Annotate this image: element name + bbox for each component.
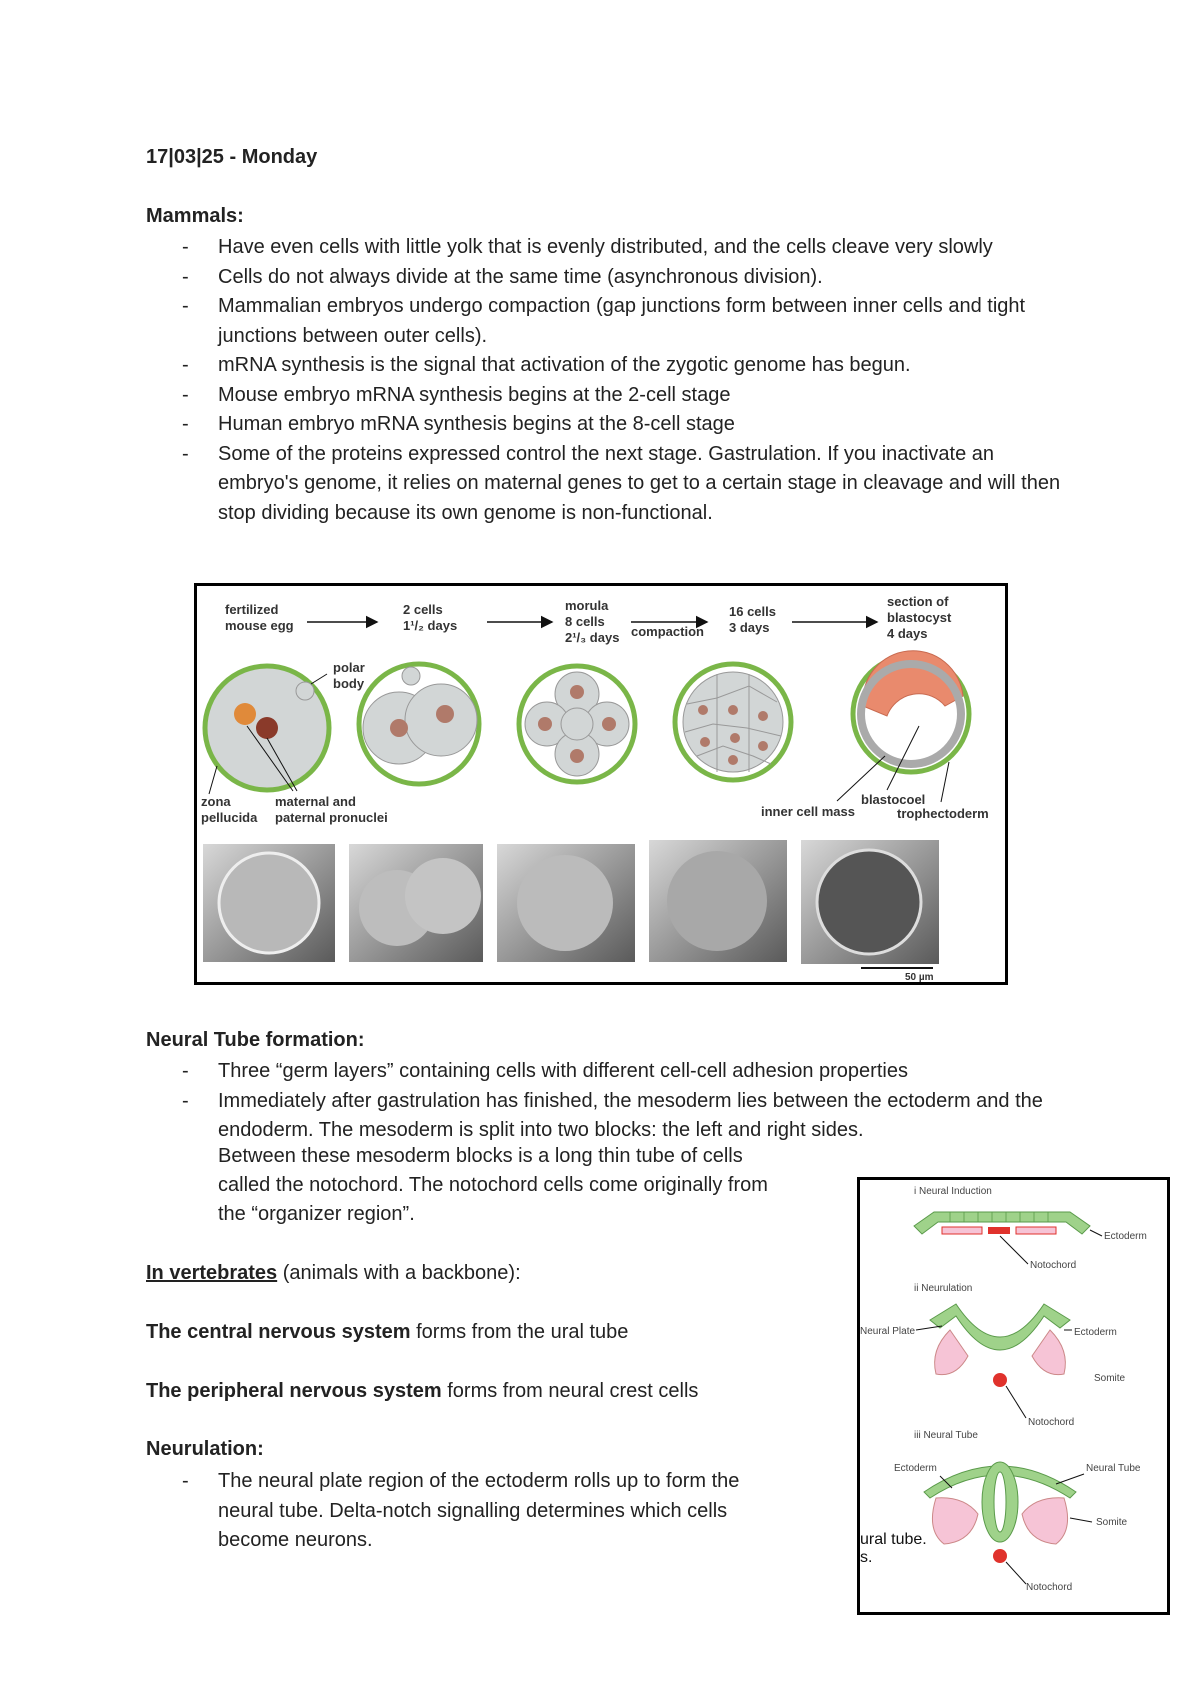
cns-rest: forms from the ural tube [410,1321,629,1343]
notochord-label-1: Notochord [1030,1260,1077,1271]
neurulation-figure [857,1177,1170,1615]
inner-cell-mass-label: inner cell mass [761,804,855,819]
list-item: - Mouse embryo mRNA synthesis begins at the 2-cell stage [146,381,1076,411]
scale-bar-label: 50 µm [905,972,934,982]
date-heading: 17|03|25 - Monday [146,146,318,168]
mammals-bullet-list [146,233,1076,528]
stage4-label-a: 16 cells [729,604,776,619]
neurulation-text-2: neural tube. Delta-notch signalling determines which cells [218,1499,728,1522]
list-item: - Human embryo mRNA synthesis begins at the 8-cell stage [146,410,1076,440]
list-item: - Some of the proteins expressed control the next stage. Gastrulation. If you inactivate an embryo's genome, it relies on maternal genes to get to a certain stage in cleavage and will then stop dividing because its own genome is non-functional. [146,440,1076,529]
stage2-label-b: 1¹/₂ days [403,618,458,633]
vertebrates-rest: (animals with a backbone): [277,1262,521,1284]
mammals-heading: Mammals: [146,205,244,227]
pns-line [146,1380,698,1403]
somite-label-3: Somite [1096,1517,1128,1528]
list-item: - Cells do not always divide at the same time (asynchronous division). [146,263,1076,293]
overlap-text-2: s. [860,1549,873,1566]
stage1-label-b: mouse egg [225,618,294,633]
neural-tube-bullet-list [146,1057,1076,1146]
notochord-label-3: Notochord [1026,1582,1073,1593]
stage5-label-c: 4 days [887,626,928,641]
polar-body-label-a: polar [333,660,365,675]
pns-bold: The peripheral nervous system [146,1380,442,1402]
neurulation-bullet-list [146,1467,866,1556]
overlap-text-1: ural tube. [860,1531,927,1548]
neurulation-text-3: become neurons. [218,1529,373,1551]
stage5-label-b: blastocyst [887,610,952,625]
list-item: - Three “germ layers” containing cells with different cell-cell adhesion properties [146,1057,1076,1087]
trophectoderm-label: trophectoderm [897,806,989,821]
list-item: - Mammalian embryos undergo compaction (gap junctions form between inner cells and tight junctions between outer cells). [146,292,1076,351]
zona-label-a: zona [201,794,231,809]
notochord-label-2: Notochord [1028,1417,1075,1428]
ectoderm-label-1: Ectoderm [1104,1231,1147,1242]
stage3-label-a: morula [565,598,609,613]
embryo-cleavage-diagram [197,586,1005,982]
pronuclei-label-b: paternal pronuclei [275,810,388,825]
stage5-label-a: section of [887,594,949,609]
compaction-label: compaction [631,624,704,639]
neurulation-title: ii Neurulation [914,1283,973,1294]
neurulation-text-1: The neural plate region of the ectoderm rolls up to form the [218,1470,740,1492]
neurulation-diagram [860,1180,1167,1612]
ectoderm-label-2: Ectoderm [1074,1327,1117,1338]
neural-tube-title: iii Neural Tube [914,1430,978,1441]
list-item [146,1467,866,1556]
vertebrates-line [146,1262,521,1285]
list-item: - Have even cells with little yolk that is evenly distributed, and the cells cleave very slowly [146,233,1076,263]
neurulation-heading: Neurulation: [146,1438,264,1460]
pns-rest: forms from neural crest cells [441,1380,699,1402]
cns-bold: The central nervous system [146,1321,411,1343]
notochord-text-3: the “organizer region”. [218,1203,415,1225]
list-item: - mRNA synthesis is the signal that activation of the zygotic genome has begun. [146,351,1076,381]
somite-label-2: Somite [1094,1373,1126,1384]
list-item: - Immediately after gastrulation has finished, the mesoderm lies between the ectoderm and the endoderm. The mesoderm is split into two blocks: the left and right sides. [146,1087,1076,1146]
cns-line [146,1321,628,1344]
neural-induction-title: i Neural Induction [914,1186,992,1197]
polar-body-label-b: body [333,676,365,691]
notochord-text-1: Between these mesoderm blocks is a long thin tube of cells [218,1145,743,1167]
pronuclei-label-a: maternal and [275,794,356,809]
stage4-label-b: 3 days [729,620,770,635]
ectoderm-label-3: Ectoderm [894,1463,937,1474]
stage1-label-a: fertilized [225,602,279,617]
notochord-text-2: called the notochord. The notochord cells come originally from [218,1174,768,1196]
embryo-cleavage-figure [194,583,1008,985]
zona-label-b: pellucida [201,810,258,825]
neural-tube-heading: Neural Tube formation: [146,1029,365,1051]
blastocoel-label: blastocoel [861,792,926,807]
vertebrates-label: In vertebrates [146,1262,278,1284]
neural-tube-label: Neural Tube [1086,1463,1141,1474]
stage3-label-c: 2¹/₃ days [565,630,620,645]
stage2-label-a: 2 cells [403,602,443,617]
neural-plate-label: Neural Plate [860,1326,916,1337]
stage3-label-b: 8 cells [565,614,605,629]
